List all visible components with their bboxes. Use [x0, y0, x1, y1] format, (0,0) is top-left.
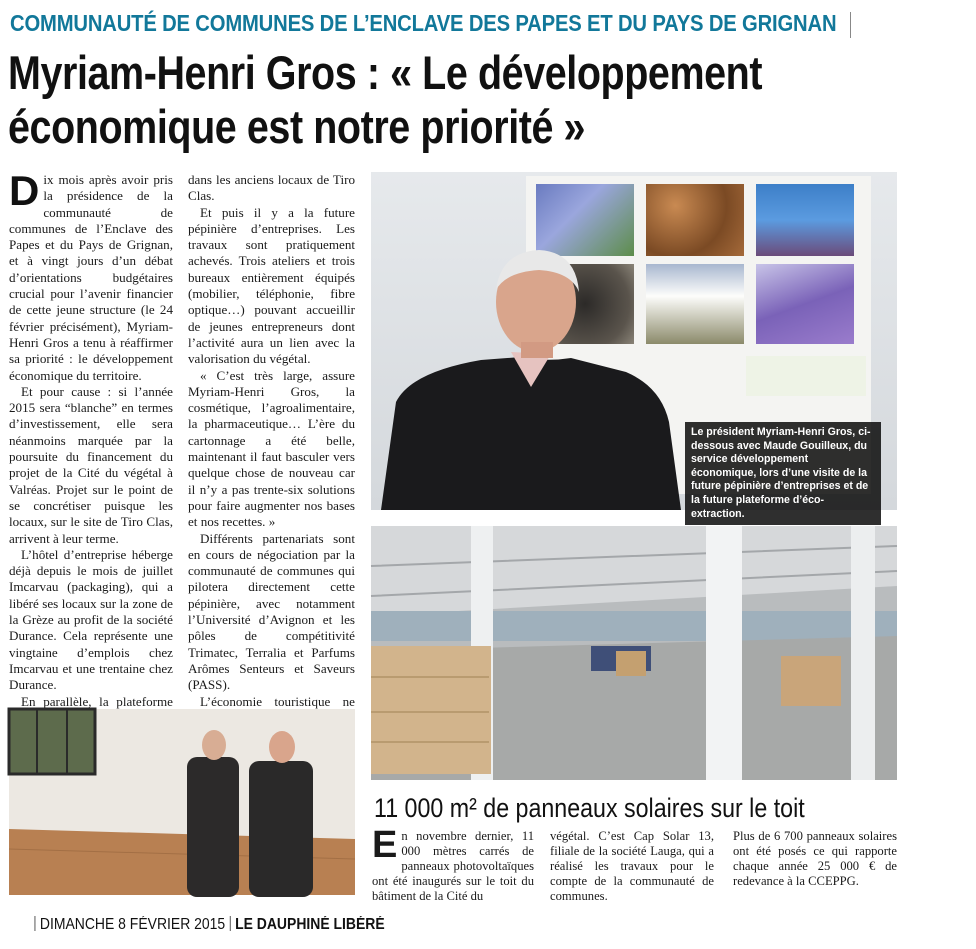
article-paragraph-9: L’économie touristique ne [200, 693, 355, 709]
article-paragraph-4: En parallèle, la plateforme [21, 693, 173, 709]
visit-scene [9, 709, 355, 895]
photo-president [371, 172, 897, 520]
photo-visit [9, 709, 355, 895]
sidebar-column-1: En novembre dernier, 11 000 mètres carrés de panneaux photovoltaïques ont été inaugurés sur le toit du bâtiment de la Cité du [372, 824, 534, 903]
article-column-2 [188, 172, 355, 777]
article-paragraph-3: L’hôtel d’entreprise héberge déjà depuis le mois de juillet Imcarvau (packaging), qui a libéré ses locaux sur la zone de la Grèze au profit de la société Durance. Cela représente une vingtaine d’emplois chez Imcarvau et une trentaine chez Durance. [9, 546, 173, 693]
sidebar-column-3: Plus de 6 700 panneaux solaires ont été posés ce qui rapporte chaque année 25 000 € de redevance à la CCEPPG. [733, 829, 897, 888]
sidebar-dropcap: E [372, 824, 398, 866]
warehouse-scene [371, 526, 897, 780]
article-paragraph-8: Différents partenariats sont en cours de négociation par la communauté de communes qui pilotera directement cette pépinière, avec notamment l’Université d’Avignon et les pôles de compétitivité Trimatec, Terralia et Parfums Arômes Senteurs et Saveurs (PASS). [188, 530, 355, 693]
article-paragraph-2: Et pour cause : si l’année 2015 sera “blanche” en termes d’investissement, elle sera néanmoins marquée par la poursuite du financement du projet de la Cité du végétal à Valréas. Projet sur le point de se concrétiser puisque les locaux, sur le site de Tiro Clas, arrivent à leur terme. [9, 383, 173, 546]
article-dropcap: D [9, 167, 40, 214]
sidebar-column-2: végétal. C’est Cap Solar 13, filiale de la société Lauga, qui a réalisé les travaux pour le compte de la communauté de communes. [550, 829, 714, 903]
footer-paper: LE DAUPHINÉ LIBÉRÉ [235, 916, 385, 933]
photo-caption: Le président Myriam-Henri Gros, ci-dessous avec Maude Gouilleux, du service développement économique, lors d’une visite de la future pépinière d’entreprises et de la future plateforme d’éco-extraction. [685, 422, 881, 525]
article-column-1 [9, 167, 173, 791]
page-footer [30, 916, 390, 934]
sidebar-title: 11 000 m² de panneaux solaires sur le toit [374, 793, 805, 823]
article-paragraph-5: dans les anciens locaux de Tiro Clas. [188, 172, 355, 204]
section-kicker: COMMUNAUTÉ DE COMMUNES DE L’ENCLAVE DES PAPES ET DU PAYS DE GRIGNAN [10, 10, 837, 36]
article-paragraph-1: Dix mois après avoir pris la présidence de la communauté de communes de l’Enclave des Papes et du Pays de Grignan, et à vingt jours d’un débat d’orientations budgétaires crucial pour l’avenir financier de cette jeune structure (le 24 février précisément), Myriam-Henri Gros a tenu à réaffirmer sa priorité : le développement économique du territoire. [9, 167, 173, 383]
footer-divider [35, 916, 36, 931]
article-paragraph-7: « C’est très large, assure Myriam-Henri Gros, la cosmétique, l’agroalimentaire, la pharmaceutique… L’ère du cartonnage a été belle, maintenant il faut basculer vers quelque chose de nouveau car il n’y a pas trente-six solutions pour faire augmenter nos bases et nos recettes. » [188, 367, 355, 530]
kicker-divider [850, 12, 851, 38]
footer-divider [230, 916, 231, 931]
photo-warehouse [371, 526, 897, 780]
headline-line-2: économique est notre priorité » [8, 100, 586, 153]
footer-date: DIMANCHE 8 FÉVRIER 2015 [39, 916, 226, 933]
headline [8, 46, 848, 154]
headline-line-1: Myriam-Henri Gros : « Le développement [8, 46, 763, 99]
article-paragraph-6: Et puis il y a la future pépinière d’entreprises. Les travaux sont pratiquement achevés. Trois ateliers et trois bureaux entièrement équipés (mobilier, téléphonie, fibre optique…) pouvant accueillir de jeunes entrepreneurs dont l’activité aura un lien avec la valorisation du végétal. [188, 204, 355, 367]
